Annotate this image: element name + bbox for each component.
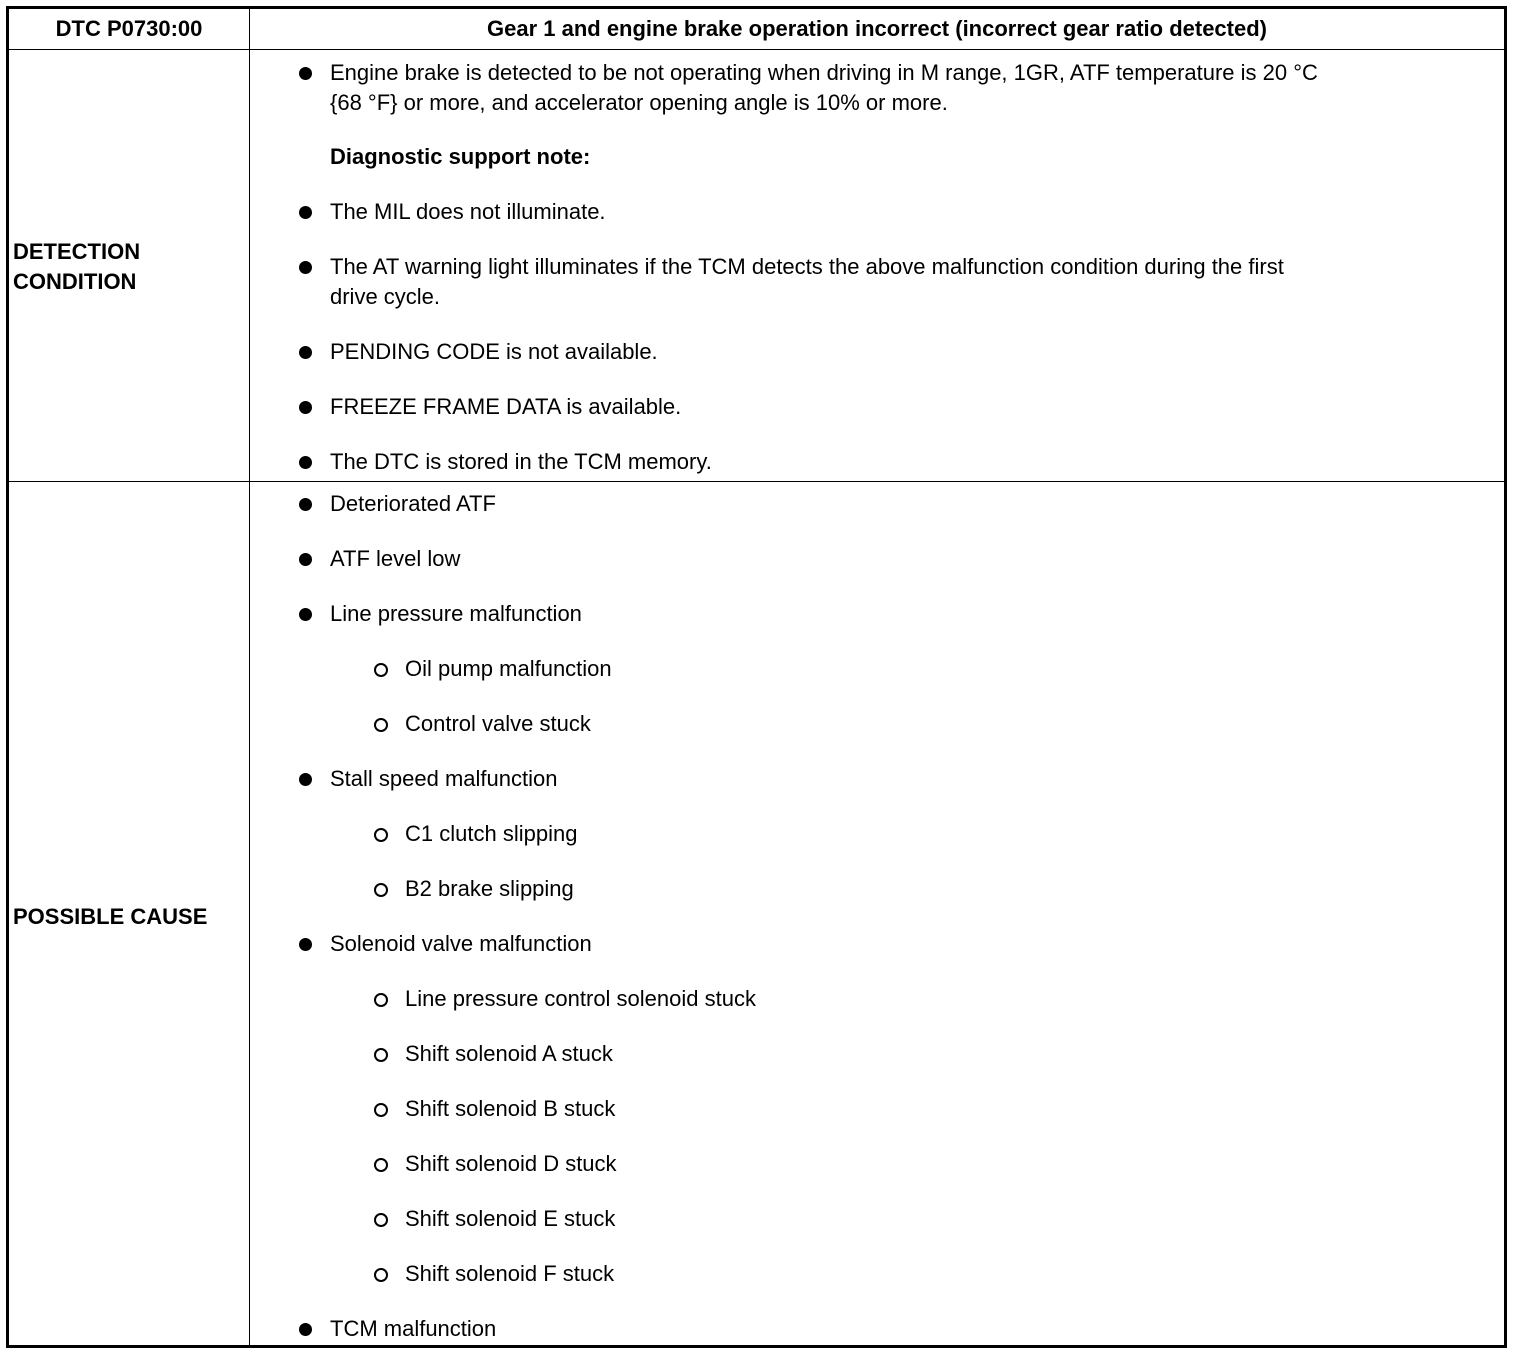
bullet-icon — [299, 938, 312, 951]
cause-subitem: Shift solenoid D stuck — [405, 1151, 617, 1176]
detection-condition-label-1: DETECTION — [13, 239, 141, 264]
cause-subitem: Line pressure control solenoid stuck — [405, 986, 756, 1011]
bullet-icon — [299, 498, 312, 511]
sub-bullet-icon — [374, 883, 388, 897]
cause-item: Stall speed malfunction — [330, 766, 558, 791]
note-item: The DTC is stored in the TCM memory. — [330, 449, 712, 474]
note-item: PENDING CODE is not available. — [330, 339, 658, 364]
sub-bullet-icon — [374, 1213, 388, 1227]
column-divider — [249, 9, 250, 1345]
cause-subitem: Shift solenoid B stuck — [405, 1096, 616, 1121]
note-item: The AT warning light illuminates if the TCM detects the above malfunction condition during the first — [330, 254, 1284, 279]
header-divider — [9, 49, 1504, 50]
note-item: FREEZE FRAME DATA is available. — [330, 394, 682, 419]
sub-bullet-icon — [374, 663, 388, 677]
bullet-icon — [299, 608, 312, 621]
detection-condition-label-2: CONDITION — [13, 269, 137, 294]
bullet-icon — [299, 401, 312, 414]
sub-bullet-icon — [374, 993, 388, 1007]
cause-subitem: Shift solenoid E stuck — [405, 1206, 616, 1231]
note-item-continued: drive cycle. — [330, 284, 441, 309]
cause-subitem: C1 clutch slipping — [405, 821, 578, 846]
support-note-heading: Diagnostic support note: — [330, 144, 591, 169]
possible-cause-label: POSSIBLE CAUSE — [13, 904, 208, 929]
cause-item: Line pressure malfunction — [330, 601, 582, 626]
bullet-icon — [299, 456, 312, 469]
bullet-icon — [299, 553, 312, 566]
row-divider — [9, 481, 1504, 482]
dtc-title: Gear 1 and engine brake operation incorrect (incorrect gear ratio detected) — [486, 16, 1267, 41]
cause-item: TCM malfunction — [330, 1316, 497, 1341]
bullet-icon — [299, 1323, 312, 1336]
sub-bullet-icon — [374, 1158, 388, 1172]
bullet-icon — [299, 773, 312, 786]
condition-line-2: {68 °F} or more, and accelerator opening angle is 10% or more. — [330, 90, 948, 115]
bullet-icon — [299, 346, 312, 359]
cause-item: Deteriorated ATF — [330, 491, 496, 516]
cause-item: Solenoid valve malfunction — [330, 931, 592, 956]
cause-subitem: Control valve stuck — [405, 711, 591, 736]
bullet-icon — [299, 206, 312, 219]
condition-line-1: Engine brake is detected to be not operating when driving in M range, 1GR, ATF temperature is 20 °C — [330, 60, 1318, 85]
cause-item: ATF level low — [330, 546, 461, 571]
cause-subitem: Shift solenoid A stuck — [405, 1041, 613, 1066]
bullet-icon — [299, 261, 312, 274]
note-item: The MIL does not illuminate. — [330, 199, 606, 224]
dtc-table — [6, 6, 1507, 1348]
cause-subitem: Shift solenoid F stuck — [405, 1261, 615, 1286]
cause-subitem: B2 brake slipping — [405, 876, 574, 901]
sub-bullet-icon — [374, 1103, 388, 1117]
sub-bullet-icon — [374, 828, 388, 842]
sub-bullet-icon — [374, 1268, 388, 1282]
dtc-code: DTC P0730:00 — [55, 16, 203, 41]
bullet-icon — [299, 67, 312, 80]
sub-bullet-icon — [374, 1048, 388, 1062]
cause-subitem: Oil pump malfunction — [405, 656, 612, 681]
sub-bullet-icon — [374, 718, 388, 732]
